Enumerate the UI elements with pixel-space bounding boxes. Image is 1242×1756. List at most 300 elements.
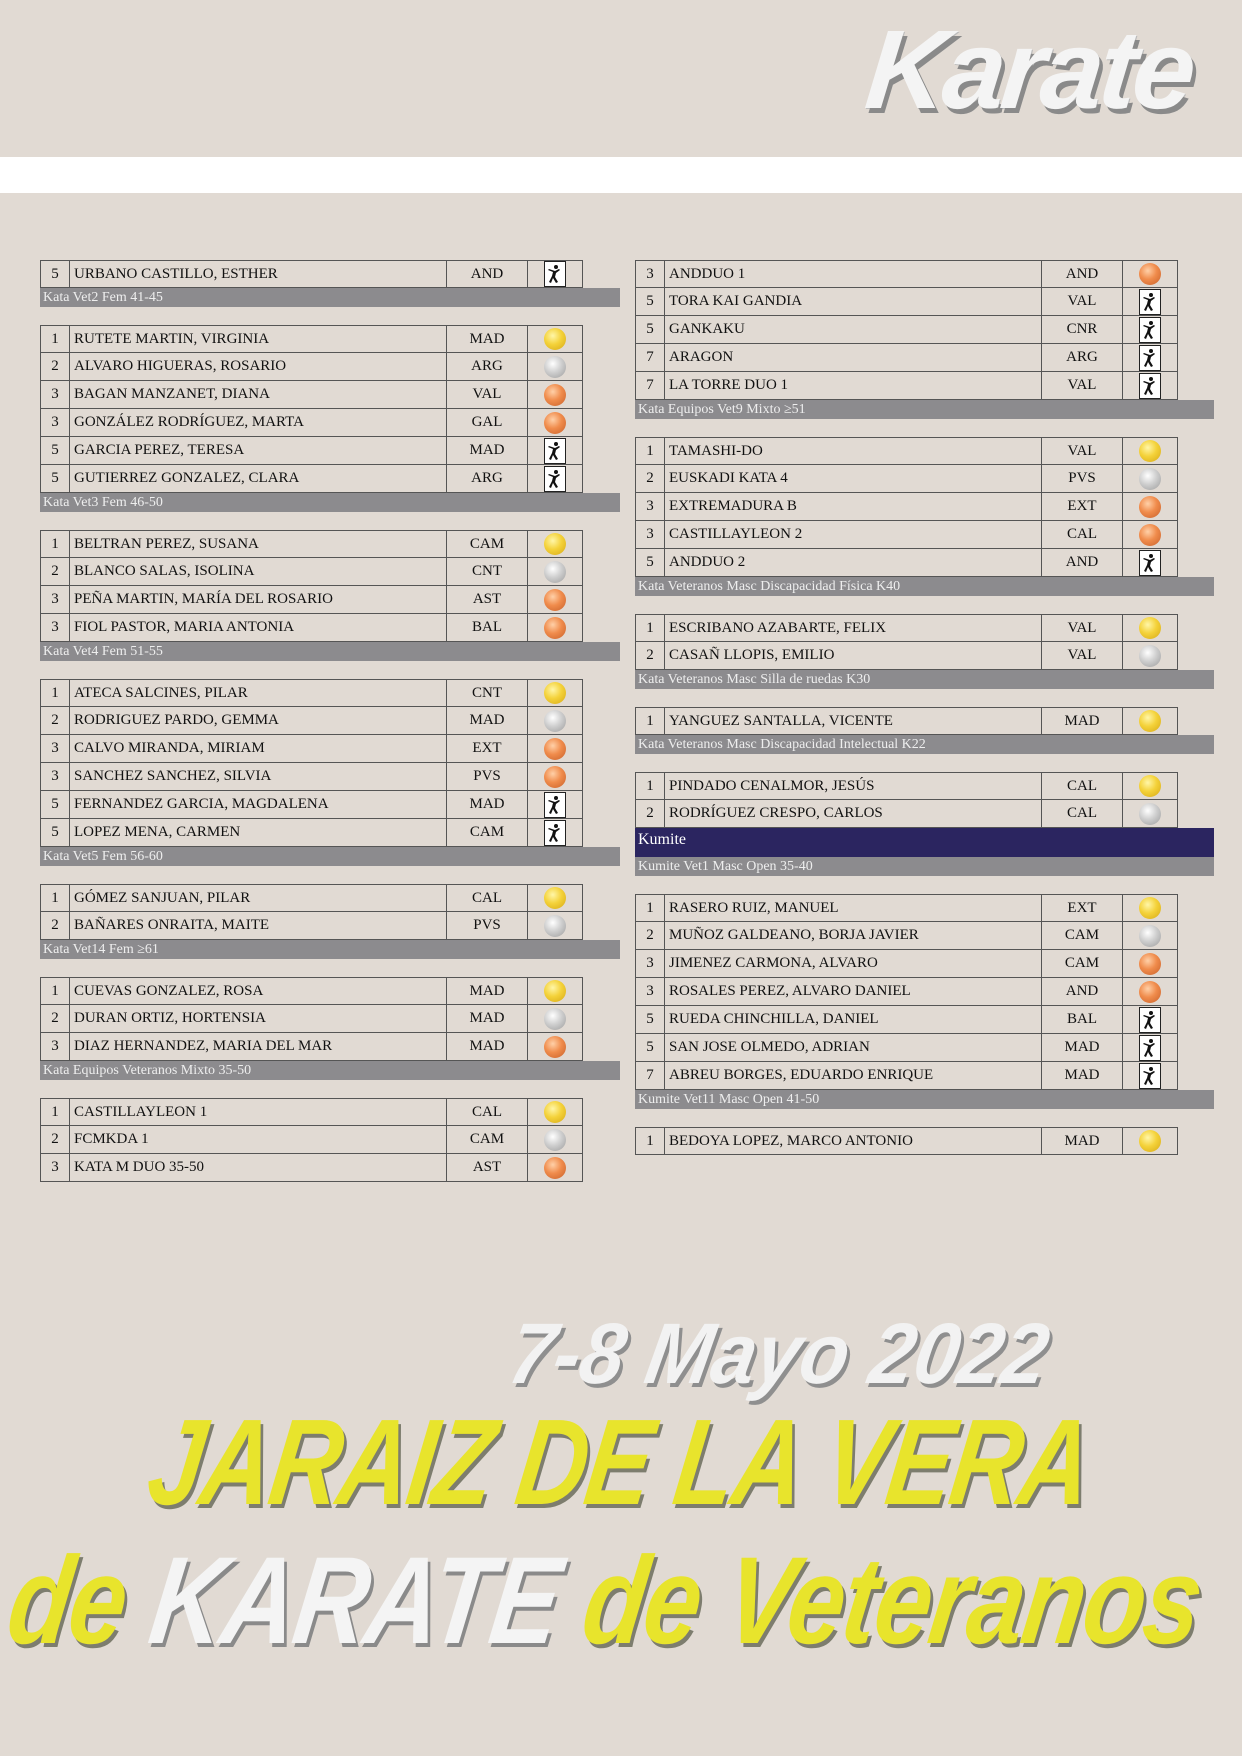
competitor-name: LA TORRE DUO 1: [665, 372, 1042, 399]
result-row: [40, 977, 583, 1005]
region-code: BAL: [447, 614, 528, 641]
karateka-icon: [544, 466, 566, 492]
region-code: CAL: [447, 885, 528, 911]
result-position: 5: [636, 1034, 665, 1061]
result-position: 3: [41, 586, 70, 613]
region-code: MAD: [1042, 1034, 1123, 1061]
result-row: [635, 707, 1178, 735]
competitor-name: FCMKDA 1: [70, 1126, 447, 1153]
competitor-name: ABREU BORGES, EDUARDO ENRIQUE: [665, 1062, 1042, 1089]
gold-medal-icon: [544, 682, 566, 704]
region-code: CAM: [447, 531, 528, 557]
bronze-medal-icon: [544, 617, 566, 639]
region-code: VAL: [447, 381, 528, 408]
medal-cell: [1123, 549, 1177, 576]
result-position: 5: [41, 261, 70, 287]
silver-medal-icon: [1139, 803, 1161, 825]
karateka-icon: [1139, 373, 1161, 399]
bronze-medal-icon: [1139, 496, 1161, 518]
result-row: [635, 1062, 1178, 1090]
karateka-icon: [1139, 1035, 1161, 1061]
bronze-medal-icon: [544, 1157, 566, 1179]
competitor-name: ANDDUO 1: [665, 261, 1042, 287]
result-row: [635, 978, 1178, 1006]
result-position: 2: [41, 707, 70, 734]
medal-cell: [528, 558, 582, 585]
result-position: 1: [41, 680, 70, 706]
result-position: 2: [636, 800, 665, 827]
result-row: [40, 679, 583, 707]
region-code: AND: [1042, 549, 1123, 576]
medal-cell: [528, 819, 582, 846]
medal-cell: [528, 531, 582, 557]
result-row: [40, 465, 583, 493]
result-row: [635, 1127, 1178, 1155]
karate-logo: [860, 7, 1199, 132]
competitor-name: CASTILLAYLEON 1: [70, 1099, 447, 1125]
medal-cell: [1123, 288, 1177, 315]
region-code: VAL: [1042, 615, 1123, 641]
region-code: GAL: [447, 409, 528, 436]
bronze-medal-icon: [544, 589, 566, 611]
result-position: 2: [41, 353, 70, 380]
karateka-icon: [1139, 317, 1161, 343]
result-row: [40, 735, 583, 763]
gold-medal-icon: [1139, 440, 1161, 462]
result-position: 3: [41, 614, 70, 641]
karateka-icon: [544, 792, 566, 818]
region-code: ARG: [447, 353, 528, 380]
result-position: 3: [636, 493, 665, 520]
result-row: [635, 772, 1178, 800]
result-position: 2: [41, 558, 70, 585]
category-header: Kata Vet4 Fem 51-55: [40, 642, 620, 661]
medal-cell: [1123, 950, 1177, 977]
competitor-name: TAMASHI-DO: [665, 438, 1042, 464]
region-code: PVS: [447, 763, 528, 790]
gold-medal-icon: [544, 980, 566, 1002]
result-position: 1: [41, 326, 70, 352]
competitor-name: GARCIA PEREZ, TERESA: [70, 437, 447, 464]
region-code: AND: [1042, 261, 1123, 287]
result-position: 1: [636, 708, 665, 734]
medal-cell: [528, 735, 582, 762]
medal-cell: [1123, 1006, 1177, 1033]
karateka-icon: [1139, 550, 1161, 576]
result-position: 3: [41, 381, 70, 408]
bronze-medal-icon: [1139, 981, 1161, 1003]
result-row: [40, 409, 583, 437]
result-row: [40, 1033, 583, 1061]
region-code: CAL: [1042, 800, 1123, 827]
medal-cell: [1123, 1062, 1177, 1089]
bronze-medal-icon: [1139, 953, 1161, 975]
medal-cell: [528, 1154, 582, 1181]
result-position: 3: [41, 735, 70, 762]
region-code: CAL: [1042, 773, 1123, 799]
result-position: 1: [41, 885, 70, 911]
result-position: 5: [41, 437, 70, 464]
competitor-name: BEDOYA LOPEZ, MARCO ANTONIO: [665, 1128, 1042, 1154]
medal-cell: [528, 707, 582, 734]
result-position: 5: [636, 549, 665, 576]
silver-medal-icon: [1139, 925, 1161, 947]
event-date: 7-8 Mayo 2022: [502, 1306, 1056, 1402]
medal-cell: [528, 381, 582, 408]
gold-medal-icon: [1139, 617, 1161, 639]
result-position: 1: [636, 895, 665, 921]
result-position: 1: [41, 531, 70, 557]
result-row: [635, 800, 1178, 828]
region-code: MAD: [447, 1033, 528, 1060]
result-row: [635, 437, 1178, 465]
results-right-column: [635, 260, 1214, 1155]
gold-medal-icon: [1139, 710, 1161, 732]
result-position: 2: [41, 1126, 70, 1153]
region-code: MAD: [447, 326, 528, 352]
medal-cell: [528, 614, 582, 641]
region-code: CNR: [1042, 316, 1123, 343]
event-title-line2: [0, 1530, 1210, 1672]
region-code: VAL: [1042, 642, 1123, 669]
result-position: 2: [636, 642, 665, 669]
region-code: VAL: [1042, 288, 1123, 315]
result-position: 1: [636, 438, 665, 464]
bronze-medal-icon: [1139, 263, 1161, 285]
competitor-name: ROSALES PEREZ, ALVARO DANIEL: [665, 978, 1042, 1005]
medal-cell: [528, 1033, 582, 1060]
bronze-medal-icon: [544, 1036, 566, 1058]
result-row: [635, 344, 1178, 372]
result-row: [40, 353, 583, 381]
event-title-line1: JARAIZ DE LA VERA: [140, 1394, 1100, 1530]
category-header: Kata Veteranos Masc Discapacidad Intelectual K22: [635, 735, 1214, 754]
result-row: [635, 493, 1178, 521]
bronze-medal-icon: [544, 766, 566, 788]
medal-cell: [528, 912, 582, 939]
result-position: 1: [636, 1128, 665, 1154]
result-row: [635, 372, 1178, 400]
silver-medal-icon: [544, 1008, 566, 1030]
result-position: 1: [636, 773, 665, 799]
competitor-name: GUTIERREZ GONZALEZ, CLARA: [70, 465, 447, 492]
result-position: 1: [41, 1099, 70, 1125]
medal-cell: [1123, 493, 1177, 520]
title-word-de: de: [0, 1532, 162, 1670]
medal-cell: [1123, 922, 1177, 949]
category-header: Kata Equipos Veteranos Mixto 35-50: [40, 1061, 620, 1080]
medal-cell: [1123, 344, 1177, 371]
medal-cell: [1123, 465, 1177, 492]
result-row: [40, 1005, 583, 1033]
region-code: PVS: [447, 912, 528, 939]
result-row: [635, 1034, 1178, 1062]
region-code: MAD: [447, 437, 528, 464]
medal-cell: [1123, 642, 1177, 669]
region-code: AND: [1042, 978, 1123, 1005]
result-position: 3: [636, 978, 665, 1005]
competitor-name: CASAÑ LLOPIS, EMILIO: [665, 642, 1042, 669]
category-header: Kumite Vet11 Masc Open 41-50: [635, 1090, 1214, 1109]
result-position: 3: [41, 1154, 70, 1181]
competitor-name: MUÑOZ GALDEANO, BORJA JAVIER: [665, 922, 1042, 949]
category-header: Kata Equipos Vet9 Mixto ≥51: [635, 400, 1214, 419]
region-code: AST: [447, 1154, 528, 1181]
gold-medal-icon: [1139, 897, 1161, 919]
competitor-name: CASTILLAYLEON 2: [665, 521, 1042, 548]
bronze-medal-icon: [544, 412, 566, 434]
medal-cell: [1123, 615, 1177, 641]
medal-cell: [1123, 521, 1177, 548]
competitor-name: ESCRIBANO AZABARTE, FELIX: [665, 615, 1042, 641]
category-header: Kata Vet3 Fem 46-50: [40, 493, 620, 512]
region-code: CNT: [447, 680, 528, 706]
medal-cell: [528, 763, 582, 790]
medal-cell: [528, 1099, 582, 1125]
region-code: PVS: [1042, 465, 1123, 492]
gold-medal-icon: [544, 533, 566, 555]
competitor-name: CALVO MIRANDA, MIRIAM: [70, 735, 447, 762]
region-code: CAM: [1042, 950, 1123, 977]
region-code: MAD: [447, 978, 528, 1004]
competitor-name: TORA KAI GANDIA: [665, 288, 1042, 315]
section-header: Kumite: [635, 828, 1214, 857]
result-position: 2: [41, 1005, 70, 1032]
medal-cell: [528, 680, 582, 706]
header-stripe: [0, 157, 1242, 193]
medal-cell: [1123, 708, 1177, 734]
silver-medal-icon: [544, 356, 566, 378]
result-position: 2: [636, 922, 665, 949]
competitor-name: CUEVAS GONZALEZ, ROSA: [70, 978, 447, 1004]
result-row: [635, 922, 1178, 950]
competitor-name: DIAZ HERNANDEZ, MARIA DEL MAR: [70, 1033, 447, 1060]
region-code: EXT: [447, 735, 528, 762]
competitor-name: SANCHEZ SANCHEZ, SILVIA: [70, 763, 447, 790]
competitor-name: FERNANDEZ GARCIA, MAGDALENA: [70, 791, 447, 818]
result-row: [40, 884, 583, 912]
result-row: [40, 260, 583, 288]
competitor-name: GÓMEZ SANJUAN, PILAR: [70, 885, 447, 911]
title-word-karate: KARATE: [142, 1532, 568, 1670]
competitor-name: YANGUEZ SANTALLA, VICENTE: [665, 708, 1042, 734]
medal-cell: [1123, 261, 1177, 287]
medal-cell: [528, 353, 582, 380]
logo-text: Karate: [860, 7, 1199, 132]
medal-cell: [1123, 895, 1177, 921]
competitor-name: BELTRAN PEREZ, SUSANA: [70, 531, 447, 557]
silver-medal-icon: [544, 915, 566, 937]
medal-cell: [528, 791, 582, 818]
silver-medal-icon: [1139, 468, 1161, 490]
result-position: 2: [41, 912, 70, 939]
medal-cell: [1123, 1128, 1177, 1154]
result-position: 5: [636, 1006, 665, 1033]
region-code: ARG: [1042, 344, 1123, 371]
result-position: 5: [41, 791, 70, 818]
competitor-name: ATECA SALCINES, PILAR: [70, 680, 447, 706]
competitor-name: RUTETE MARTIN, VIRGINIA: [70, 326, 447, 352]
karateka-icon: [1139, 1007, 1161, 1033]
competitor-name: SAN JOSE OLMEDO, ADRIAN: [665, 1034, 1042, 1061]
region-code: MAD: [447, 707, 528, 734]
result-row: [40, 586, 583, 614]
medal-cell: [528, 586, 582, 613]
result-position: 5: [636, 288, 665, 315]
competitor-name: PINDADO CENALMOR, JESÚS: [665, 773, 1042, 799]
gold-medal-icon: [1139, 1130, 1161, 1152]
results-left-column: [40, 260, 620, 1182]
result-row: [635, 642, 1178, 670]
medal-cell: [528, 437, 582, 464]
result-row: [40, 707, 583, 735]
competitor-name: BLANCO SALAS, ISOLINA: [70, 558, 447, 585]
result-row: [40, 791, 583, 819]
result-row: [635, 950, 1178, 978]
karateka-icon: [544, 820, 566, 846]
result-row: [40, 614, 583, 642]
result-row: [40, 381, 583, 409]
category-header: Kata Veteranos Masc Silla de ruedas K30: [635, 670, 1214, 689]
medal-cell: [1123, 372, 1177, 399]
karateka-icon: [1139, 345, 1161, 371]
region-code: CNT: [447, 558, 528, 585]
medal-cell: [1123, 800, 1177, 827]
title-words-de-veteranos: de Veteranos: [548, 1532, 1210, 1670]
result-row: [635, 465, 1178, 493]
result-row: [40, 325, 583, 353]
result-row: [40, 1154, 583, 1182]
medal-cell: [1123, 773, 1177, 799]
category-header: Kata Vet14 Fem ≥61: [40, 940, 620, 959]
region-code: MAD: [1042, 708, 1123, 734]
gold-medal-icon: [544, 887, 566, 909]
medal-cell: [528, 978, 582, 1004]
competitor-name: PEÑA MARTIN, MARÍA DEL ROSARIO: [70, 586, 447, 613]
region-code: CAM: [1042, 922, 1123, 949]
region-code: EXT: [1042, 895, 1123, 921]
silver-medal-icon: [544, 561, 566, 583]
result-position: 1: [636, 615, 665, 641]
medal-cell: [528, 1126, 582, 1153]
region-code: VAL: [1042, 438, 1123, 464]
result-row: [635, 1006, 1178, 1034]
karateka-icon: [1139, 289, 1161, 315]
medal-cell: [1123, 438, 1177, 464]
competitor-name: ANDDUO 2: [665, 549, 1042, 576]
gold-medal-icon: [544, 328, 566, 350]
gold-medal-icon: [1139, 775, 1161, 797]
medal-cell: [528, 409, 582, 436]
result-position: 3: [636, 261, 665, 287]
medal-cell: [528, 326, 582, 352]
category-header: Kata Vet5 Fem 56-60: [40, 847, 620, 866]
competitor-name: BAÑARES ONRAITA, MAITE: [70, 912, 447, 939]
medal-cell: [528, 465, 582, 492]
region-code: MAD: [1042, 1062, 1123, 1089]
medal-cell: [1123, 316, 1177, 343]
result-row: [635, 894, 1178, 922]
region-code: MAD: [447, 791, 528, 818]
result-row: [40, 912, 583, 940]
result-position: 1: [41, 978, 70, 1004]
medal-cell: [528, 885, 582, 911]
result-row: [40, 558, 583, 586]
result-position: 5: [41, 819, 70, 846]
bronze-medal-icon: [1139, 524, 1161, 546]
competitor-name: FIOL PASTOR, MARIA ANTONIA: [70, 614, 447, 641]
result-position: 7: [636, 1062, 665, 1089]
category-header: Kata Vet2 Fem 41-45: [40, 288, 620, 307]
result-row: [635, 521, 1178, 549]
bronze-medal-icon: [544, 384, 566, 406]
gold-medal-icon: [544, 1101, 566, 1123]
result-position: 3: [41, 1033, 70, 1060]
competitor-name: RODRIGUEZ PARDO, GEMMA: [70, 707, 447, 734]
result-position: 7: [636, 344, 665, 371]
result-position: 3: [41, 763, 70, 790]
competitor-name: EUSKADI KATA 4: [665, 465, 1042, 492]
result-row: [40, 530, 583, 558]
region-code: AND: [447, 261, 528, 287]
silver-medal-icon: [1139, 645, 1161, 667]
result-position: 3: [636, 521, 665, 548]
competitor-name: URBANO CASTILLO, ESTHER: [70, 261, 447, 287]
medal-cell: [1123, 978, 1177, 1005]
region-code: CAL: [1042, 521, 1123, 548]
result-row: [40, 763, 583, 791]
medal-cell: [528, 261, 582, 287]
medal-cell: [1123, 1034, 1177, 1061]
medal-cell: [528, 1005, 582, 1032]
result-row: [40, 819, 583, 847]
competitor-name: EXTREMADURA B: [665, 493, 1042, 520]
region-code: BAL: [1042, 1006, 1123, 1033]
result-position: 7: [636, 372, 665, 399]
silver-medal-icon: [544, 710, 566, 732]
result-position: 3: [41, 409, 70, 436]
competitor-name: JIMENEZ CARMONA, ALVARO: [665, 950, 1042, 977]
result-position: 5: [41, 465, 70, 492]
karateka-icon: [1139, 1063, 1161, 1089]
result-row: [635, 614, 1178, 642]
competitor-name: BAGAN MANZANET, DIANA: [70, 381, 447, 408]
competitor-name: KATA M DUO 35-50: [70, 1154, 447, 1181]
result-row: [635, 549, 1178, 577]
competitor-name: RASERO RUIZ, MANUEL: [665, 895, 1042, 921]
result-row: [40, 437, 583, 465]
competitor-name: RODRÍGUEZ CRESPO, CARLOS: [665, 800, 1042, 827]
region-code: MAD: [447, 1005, 528, 1032]
bronze-medal-icon: [544, 738, 566, 760]
competitor-name: LOPEZ MENA, CARMEN: [70, 819, 447, 846]
region-code: CAM: [447, 819, 528, 846]
karateka-icon: [544, 438, 566, 464]
competitor-name: ARAGON: [665, 344, 1042, 371]
region-code: ARG: [447, 465, 528, 492]
result-row: [635, 288, 1178, 316]
region-code: CAL: [447, 1099, 528, 1125]
region-code: CAM: [447, 1126, 528, 1153]
region-code: AST: [447, 586, 528, 613]
region-code: EXT: [1042, 493, 1123, 520]
result-position: 3: [636, 950, 665, 977]
region-code: MAD: [1042, 1128, 1123, 1154]
competitor-name: GANKAKU: [665, 316, 1042, 343]
competitor-name: GONZÁLEZ RODRÍGUEZ, MARTA: [70, 409, 447, 436]
result-row: [635, 260, 1178, 288]
competitor-name: ALVARO HIGUERAS, ROSARIO: [70, 353, 447, 380]
